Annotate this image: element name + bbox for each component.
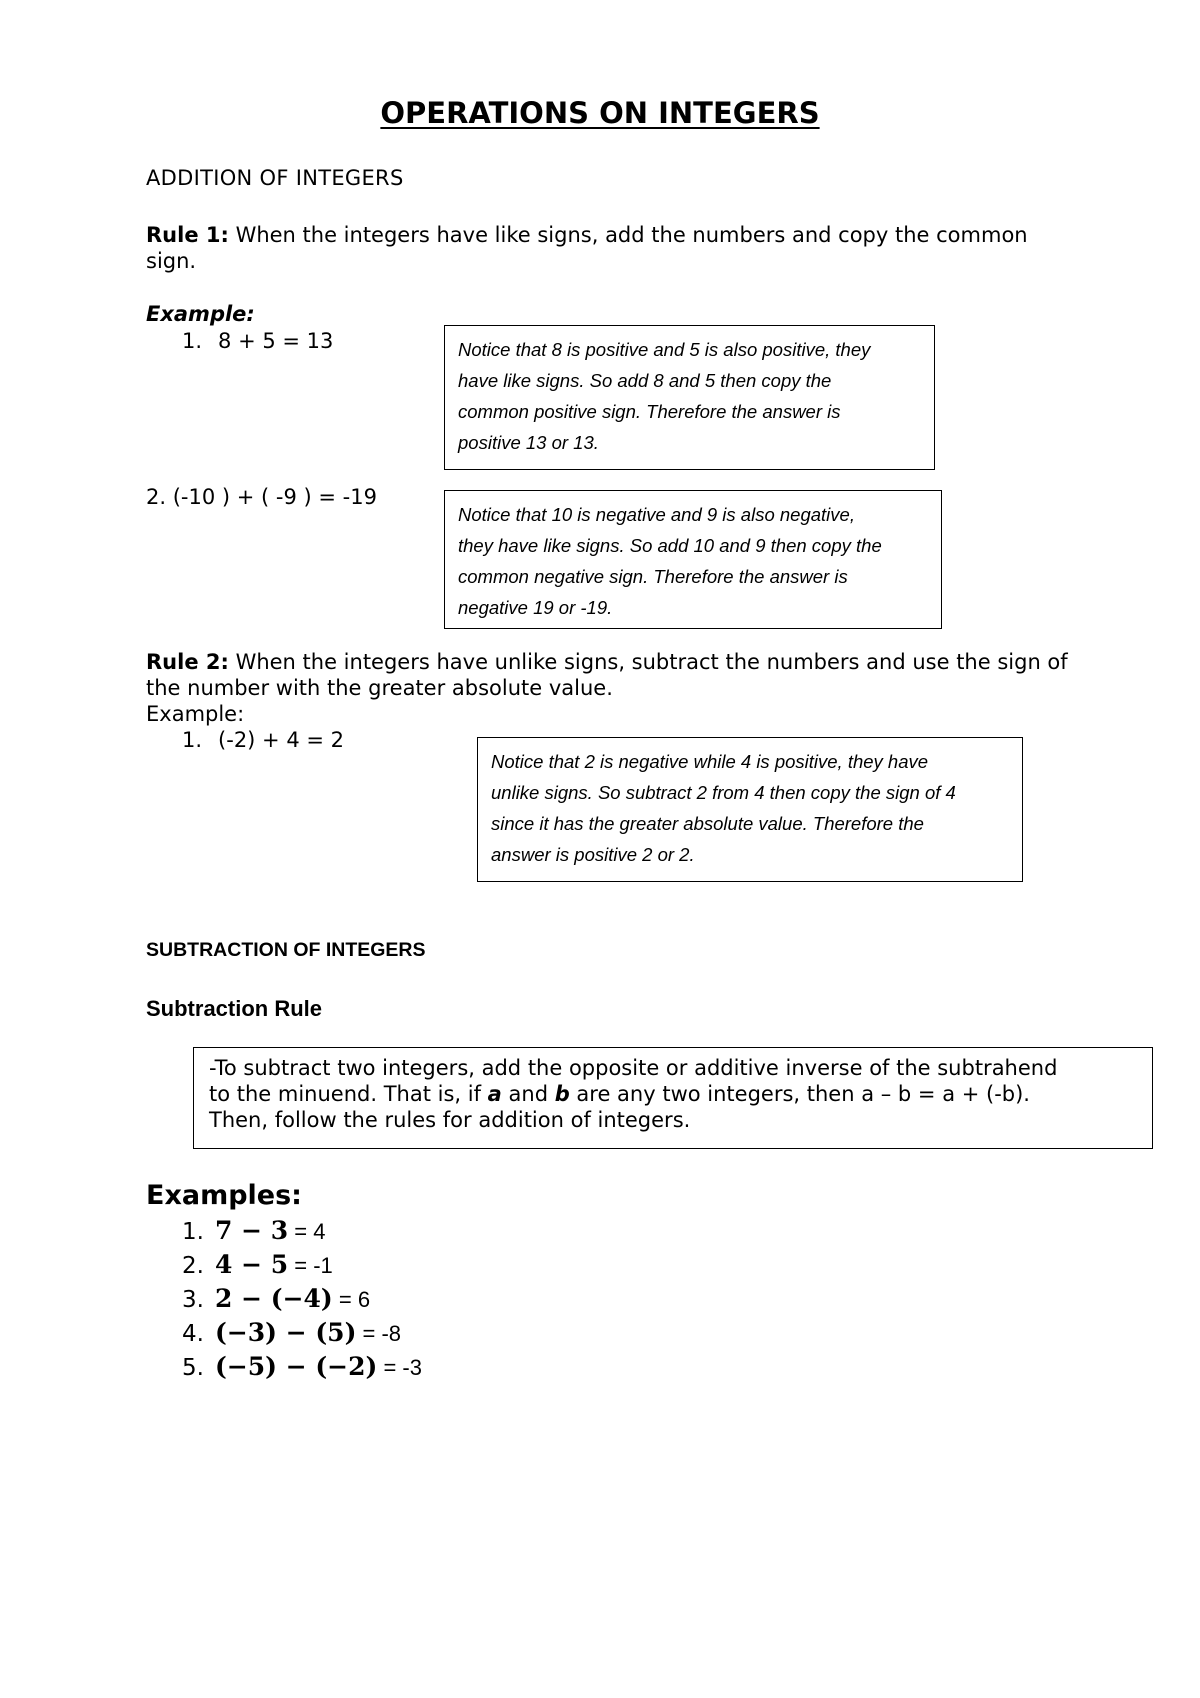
subtraction-rule-title: Subtraction Rule xyxy=(146,996,323,1021)
note2-line: Notice that 10 is negative and 9 is also negative, xyxy=(458,504,855,525)
rule-box-line2 xyxy=(209,1081,1152,1107)
example-number: 1. xyxy=(182,1219,204,1245)
rule2-text-line2: the number with the greater absolute value. xyxy=(146,676,613,700)
example-result: = -8 xyxy=(356,1321,402,1346)
note-box-1 xyxy=(444,325,935,470)
example1-number: 1. xyxy=(182,329,203,353)
examples-title: Examples: xyxy=(146,1180,302,1211)
list-item xyxy=(182,1316,422,1350)
example-result: = -1 xyxy=(288,1253,333,1278)
note1-line: positive 13 or 13. xyxy=(458,432,599,453)
addition-heading: ADDITION OF INTEGERS xyxy=(146,166,404,190)
rule1-label: Rule 1: xyxy=(146,223,229,247)
page-title: OPERATIONS ON INTEGERS xyxy=(380,96,820,130)
variable-b: b xyxy=(554,1082,570,1106)
example-label: Example: xyxy=(146,302,255,326)
rule2-label: Rule 2: xyxy=(146,650,229,674)
list-item xyxy=(182,1282,422,1316)
note1-line: Notice that 8 is positive and 5 is also positive, they xyxy=(458,339,871,360)
example3-expression: (-2) + 4 = 2 xyxy=(218,728,344,752)
example-expression: 7 − 3 xyxy=(215,1216,289,1245)
example1 xyxy=(182,328,333,354)
example-result: = 4 xyxy=(288,1219,326,1244)
example2-label: Example: xyxy=(146,702,245,726)
note2-line: they have like signs. So add 10 and 9 then copy the xyxy=(458,535,882,556)
example-number: 2. xyxy=(182,1253,204,1279)
rule2-paragraph xyxy=(146,649,1146,701)
rule-box-line1: -To subtract two integers, add the opposite or additive inverse of the subtrahend xyxy=(209,1056,1058,1080)
list-item xyxy=(182,1248,422,1282)
subtraction-heading: SUBTRACTION OF INTEGERS xyxy=(146,939,426,961)
note1-line: have like signs. So add 8 and 5 then copy the xyxy=(458,370,832,391)
note3-line: since it has the greater absolute value. Therefore the xyxy=(491,813,924,834)
example-number: 3. xyxy=(182,1287,204,1313)
note2-line: negative 19 or -19. xyxy=(458,597,613,618)
subtraction-rule-box xyxy=(193,1047,1153,1149)
example-expression: 4 − 5 xyxy=(215,1250,289,1279)
example1-expression: 8 + 5 = 13 xyxy=(218,329,334,353)
example-expression: 2 − (−4) xyxy=(215,1284,333,1313)
note3-line: answer is positive 2 or 2. xyxy=(491,844,695,865)
example-result: = -3 xyxy=(377,1355,422,1380)
example3-number: 1. xyxy=(182,728,203,752)
list-item xyxy=(182,1350,422,1384)
example2: 2. (-10 ) + ( -9 ) = -19 xyxy=(146,485,377,509)
example3 xyxy=(182,727,344,753)
example-number: 4. xyxy=(182,1321,204,1347)
rule1-text-line1: When the integers have like signs, add the numbers and copy the common xyxy=(228,223,1028,247)
rule1-paragraph xyxy=(146,222,1146,274)
example-result: = 6 xyxy=(332,1287,371,1312)
list-item xyxy=(182,1214,422,1248)
note-box-2 xyxy=(444,490,942,629)
example-expression: (−3) − (5) xyxy=(215,1318,357,1347)
note2-line: common negative sign. Therefore the answer is xyxy=(458,566,848,587)
rule1-text-line2: sign. xyxy=(146,249,197,273)
note3-line: unlike signs. So subtract 2 from 4 then copy the sign of 4 xyxy=(491,782,956,803)
rule-box-line3: Then, follow the rules for addition of integers. xyxy=(209,1108,691,1132)
rule-box-line2-part: and xyxy=(501,1082,555,1106)
example-number: 5. xyxy=(182,1355,204,1381)
variable-a: a xyxy=(487,1082,502,1106)
note1-line: common positive sign. Therefore the answer is xyxy=(458,401,841,422)
rule2-text-line1: When the integers have unlike signs, subtract the numbers and use the sign of xyxy=(228,650,1068,674)
example-expression: (−5) − (−2) xyxy=(215,1352,378,1381)
note3-line: Notice that 2 is negative while 4 is positive, they have xyxy=(491,751,929,772)
note-box-3 xyxy=(477,737,1023,882)
rule-box-line2-part: are any two integers, then a – b = a + (-b). xyxy=(569,1082,1030,1106)
rule-box-line2-part: to the minuend. That is, if xyxy=(209,1082,488,1106)
subtraction-examples-list xyxy=(182,1214,422,1384)
